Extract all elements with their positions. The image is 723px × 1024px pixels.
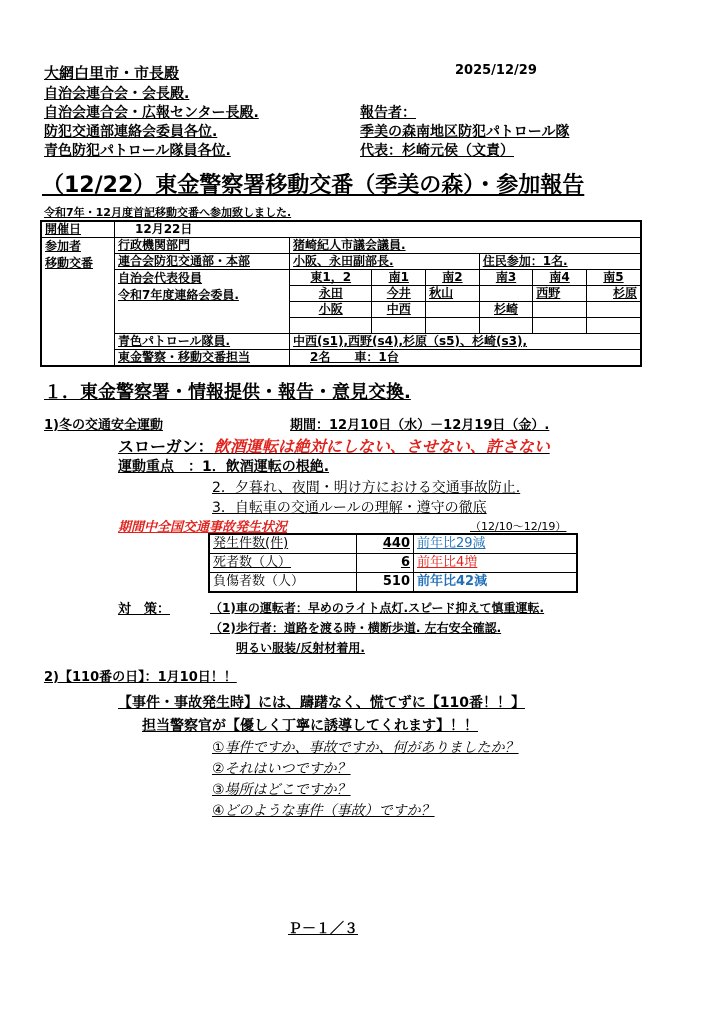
rep-label [115, 270, 290, 334]
patrol-label: 青色パトロール隊員. [115, 334, 290, 350]
focus-item: 2．夕暮れ、夜間・明け方における交通事故防止. [212, 480, 521, 496]
stats-range: （12/10～12/19） [470, 520, 567, 533]
addressee-patrol: 青色防犯パトロール隊員各位. [44, 143, 231, 159]
member-cell [479, 286, 533, 302]
stat-compare: 前年比4増 [414, 554, 578, 573]
item1-title: 1)冬の交通安全運動 [44, 418, 163, 433]
addressee-pr: 自治会連合会・広報センター長殿. [44, 105, 259, 121]
focus-item: 3．自転車の交通ルールの理解・遵守の徹底 [212, 500, 487, 516]
empty-cell [586, 318, 641, 334]
residents-value: 住民参加：1名. [479, 254, 641, 270]
stat-compare: 前年比29減 [414, 534, 578, 554]
participants-table [40, 220, 642, 367]
reporter-label: 報告者： [360, 105, 416, 121]
page-title: （12/22）東金警察署移動交番（季美の森）・参加報告 [42, 173, 585, 198]
stat-value: 6 [357, 554, 414, 573]
focus-label: 運動重点 ： [118, 459, 202, 475]
stat-compare: 前年比42減 [414, 573, 578, 593]
date-label: 開催日 [41, 221, 115, 238]
item2-line2: 担当警察官が【優しく丁寧に誘導してくれます】！！ [142, 718, 478, 734]
addressee-chair: 自治会連合会・会長殿. [44, 86, 190, 102]
area-header: 南4 [533, 270, 587, 286]
table-row [209, 534, 577, 554]
area-header: 東1，2 [290, 270, 372, 286]
police-value: 2名 車：1台 [290, 350, 642, 367]
stat-label: 発生件数(件) [209, 534, 357, 554]
member-cell: 杉崎 [479, 302, 533, 318]
focus-line [118, 456, 329, 476]
addressee-mayor: 大網白里市・市長殿 [44, 64, 180, 82]
side-label [41, 238, 115, 367]
stats-title: 期間中全国交通事故発生状況 [118, 520, 288, 535]
item1-period: 期間：12月10日（水）－12月19日（金）. [290, 418, 550, 433]
member-cell: 秋山 [426, 286, 480, 302]
slogan-label: スローガン： [118, 437, 214, 456]
member-cell: 杉原 [586, 286, 641, 302]
addressee-committee: 防犯交通部連絡会委員各位. [44, 124, 218, 140]
accident-stats-table [208, 533, 578, 593]
reporter-rep: 代表：杉崎元侯（文責） [360, 143, 514, 159]
focus-item: 1．飲酒運転の根絶. [202, 459, 330, 475]
member-cell: 今井 [372, 286, 426, 302]
slogan-line [118, 434, 550, 457]
hq-value: 小阪、永田副部長. [290, 254, 480, 270]
question-item: ④どのような事件（事故）ですか？ [212, 803, 435, 819]
area-header: 南5 [586, 270, 641, 286]
empty-cell [372, 318, 426, 334]
member-cell: 中西 [372, 302, 426, 318]
stat-label: 死者数（人） [209, 554, 357, 573]
stat-value: 440 [357, 534, 414, 554]
member-cell [426, 302, 480, 318]
report-date: 2025/12/29 [455, 63, 537, 78]
rep-label-1: 自治会代表役員 [118, 271, 203, 285]
empty-cell [290, 318, 372, 334]
table-row [209, 554, 577, 573]
area-header: 南3 [479, 270, 533, 286]
admin-value: 猪崎紀人市議会議員. [290, 238, 642, 254]
page-number: Ｐ－１／３ [288, 921, 358, 937]
member-cell: 小阪 [290, 302, 372, 318]
member-cell [533, 302, 587, 318]
area-header: 南1 [372, 270, 426, 286]
rep-label-2: 令和7年度連絡会委員. [118, 288, 239, 302]
table-row [209, 573, 577, 593]
member-cell: 西野 [533, 286, 587, 302]
question-item: ②それはいつですか？ [212, 761, 351, 777]
area-header: 南2 [426, 270, 480, 286]
admin-label: 行政機関部門 [115, 238, 290, 254]
patrol-value: 中西(s1),西野(s4),杉原（s5)、杉崎(s3), [290, 334, 642, 350]
item2-line1: 【事件・事故発生時】には、躊躇なく、慌てずに【110番！！】 [118, 695, 525, 711]
member-cell: 永田 [290, 286, 372, 302]
stat-value: 510 [357, 573, 414, 593]
question-item: ①事件ですか、事故ですか、何がありましたか？ [212, 740, 519, 756]
hq-label: 連合会防犯交通部・本部 [115, 254, 290, 270]
measures-label: 対 策： [118, 602, 171, 617]
side-label-1: 参加者 [45, 239, 82, 253]
intro-text: 令和7年・12月度首記移動交番へ参加致しました. [44, 206, 292, 219]
slogan-text: 飲酒運転は絶対にしない、させない、許さない [213, 437, 550, 456]
empty-cell [533, 318, 587, 334]
section-heading: １．東金警察署・情報提供・報告・意見交換. [44, 382, 411, 403]
member-cell [586, 302, 641, 318]
police-label: 東金警察・移動交番担当 [115, 350, 290, 367]
item2-title: 2)【110番の日】：1月10日！！ [44, 670, 237, 685]
measure-item: （1)車の運転者：早めのライト点灯.スピード抑えて慎重運転. [210, 601, 545, 615]
date-value: 12月22日 [115, 221, 642, 238]
measure-item: 明るい服装/反射材着用. [236, 641, 365, 655]
stat-label: 負傷者数（人） [209, 573, 357, 593]
question-item: ③場所はどこですか？ [212, 782, 351, 798]
empty-cell [479, 318, 533, 334]
reporter-org: 季美の森南地区防犯パトロール隊 [360, 124, 570, 140]
measure-item: （2)歩行者：道路を渡る時・横断歩道. 左右安全確認. [210, 621, 502, 635]
empty-cell [426, 318, 480, 334]
side-label-2: 移動交番 [45, 256, 94, 270]
